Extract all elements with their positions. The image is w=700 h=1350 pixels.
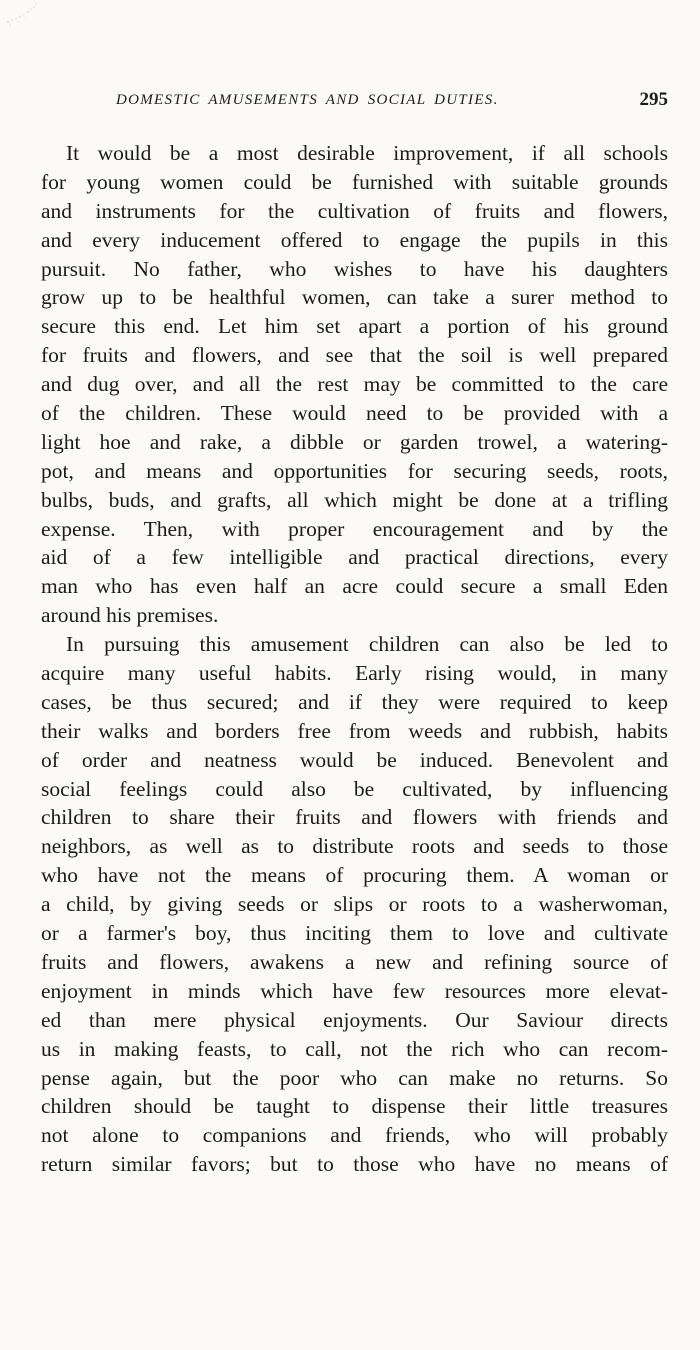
text-line: enjoyment in minds which have few resources more elevat- [41, 978, 668, 1003]
text-line: social feelings could also be cultivated, by influencing [41, 776, 668, 801]
ink-smudge-icon [0, 0, 60, 30]
text-line: and every inducement offered to engage the pupils in this [41, 227, 668, 252]
text-line: of order and neatness would be induced. Benevolent and [41, 747, 668, 772]
paragraph [41, 630, 668, 1179]
text-line: children should be taught to dispense their little treasures [41, 1094, 668, 1119]
text-line: us in making feasts, to call, not the rich who can recom- [41, 1036, 668, 1061]
text-line: or a farmer's boy, thus inciting them to love and cultivate [41, 921, 668, 946]
running-header [116, 89, 668, 116]
text-line: their walks and borders free from weeds and rubbish, habits [41, 718, 668, 743]
body-text [41, 139, 668, 1179]
running-title: DOMESTIC AMUSEMENTS AND SOCIAL DUTIES. [116, 92, 499, 108]
text-line: pursuit. No father, who wishes to have his daughters [41, 256, 668, 281]
text-line: pense again, but the poor who can make no returns. So [41, 1065, 668, 1090]
text-line: and instruments for the cultivation of fruits and flowers, [41, 198, 668, 223]
page-number: 295 [639, 89, 668, 110]
text-line: It would be a most desirable improvement, if all schools [66, 141, 668, 165]
text-line: secure this end. Let him set apart a portion of his ground [41, 314, 668, 339]
text-line: return similar favors; but to those who have no means of [41, 1152, 668, 1177]
text-line: for fruits and flowers, and see that the soil is well prepared [41, 343, 668, 368]
text-line: of the children. These would need to be provided with a [41, 401, 668, 426]
text-line: cases, be thus secured; and if they were required to keep [41, 689, 668, 714]
text-line: children to share their fruits and flowers with friends and [41, 805, 668, 830]
text-line: In pursuing this amusement children can also be led to [66, 632, 668, 657]
text-line: bulbs, buds, and grafts, all which might be done at a trifling [41, 487, 668, 512]
text-line: who have not the means of procuring them. A woman or [41, 863, 668, 888]
text-line: grow up to be healthful women, can take a surer method to [41, 285, 668, 310]
text-line: pot, and means and opportunities for securing seeds, roots, [41, 458, 668, 483]
text-line: around his premises. [41, 603, 219, 628]
text-line: not alone to companions and friends, who will probably [41, 1123, 668, 1148]
text-line: neighbors, as well as to distribute roots and seeds to those [41, 834, 668, 859]
text-line: for young women could be furnished with suitable grounds [41, 169, 668, 194]
text-line: a child, by giving seeds or slips or roots to a washerwoman, [41, 892, 668, 917]
text-line: light hoe and rake, a dibble or garden trowel, a watering- [41, 429, 668, 454]
text-line: man who has even half an acre could secure a small Eden [41, 574, 668, 599]
text-line: ed than mere physical enjoyments. Our Saviour directs [41, 1007, 668, 1032]
text-line: fruits and flowers, awakens a new and refining source of [41, 949, 668, 974]
text-line: aid of a few intelligible and practical directions, every [41, 545, 668, 570]
paragraph [41, 139, 668, 630]
text-line: and dug over, and all the rest may be committed to the care [41, 372, 668, 397]
text-line: acquire many useful habits. Early rising would, in many [41, 661, 668, 686]
text-line: expense. Then, with proper encouragement and by the [41, 516, 668, 541]
